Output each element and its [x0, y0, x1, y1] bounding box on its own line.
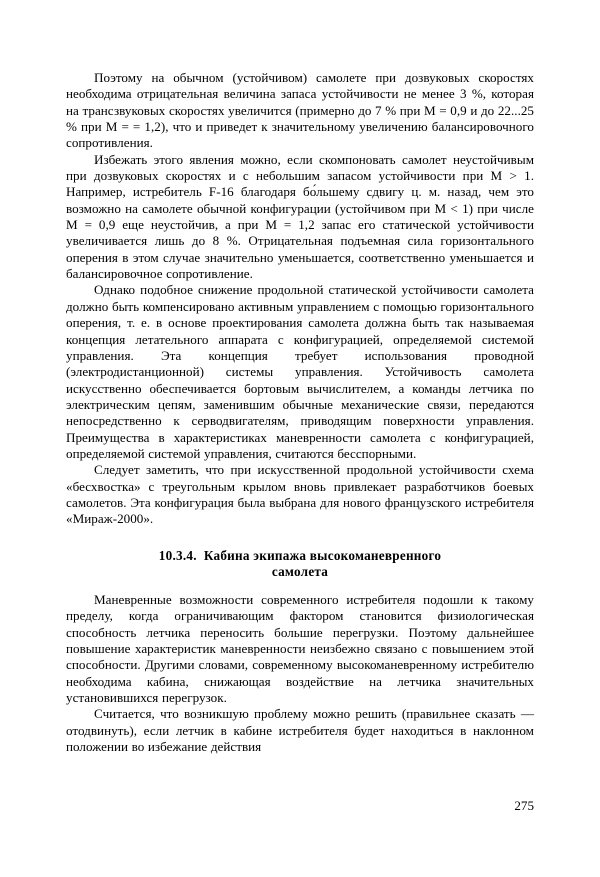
- paragraph-4: Следует заметить, что при искусственной продольной устойчивости схема «бесхвостка» с треугольным крылом вновь привлекает разработчиков боевых самолетов. Эта конфигурация была выбрана для нового французского истребителя «Мираж-2000».: [66, 462, 534, 527]
- page-number: 275: [514, 798, 534, 813]
- section-heading: [66, 528, 534, 592]
- paragraph-1: Поэтому на обычном (устойчивом) самолете при дозвуковых скоростях необходима отрицательная величина запаса устойчивости не менее 3 %, которая на трансзвуковых скоростях увеличится (примерно до 7 % при M = 0,9 и до 22...25 % при M = = 1,2), что и приведет к значительному увеличению балансировочного сопротивления.: [66, 70, 534, 151]
- paragraph-6: Считается, что возникшую проблему можно решить (правильнее сказать — отодвинуть), если летчик в кабине истребителя будет находиться в наклонном положении во избежание действия: [66, 706, 534, 754]
- paragraph-5: Маневренные возможности современного истребителя подошли к такому пределу, когда ограничивающим фактором становится физиологическая способность летчика переносить большие перегрузки. Поэтому дальнейшее повышение характеристик маневренности неизбежно связано с повышением этой способности. Другими словами, современному высокоманевренному истребителю необходима кабина, снижающая воздействие на летчика значительных установившихся перегрузок.: [66, 591, 534, 705]
- section-heading-line-2: самолета: [271, 564, 329, 580]
- page-text-block: [66, 70, 534, 755]
- paragraph-2: Избежать этого явления можно, если скомпоновать самолет неустойчивым при дозвуковых скоростях и с небольшим запасом устойчивости при M > 1. Например, истребитель F-16 благодаря бо́льшему сдвигу ц. м. назад, чем это возможно на самолете обычной конфигурации (устойчивом при M < 1) при числе M = 0,9 еще неустойчив, а при M = 1,2 запас его статической устойчивости увеличивается лишь до 8 %. Отрицательная подъемная сила горизонтального оперения в этом случае значительно уменьшается, соответственно уменьшается и балансировочное сопротивление.: [66, 151, 534, 282]
- section-heading-number: 10.3.4.: [158, 547, 197, 563]
- section-heading-line-1: Кабина экипажа высокоманевренного: [203, 547, 442, 563]
- paragraph-3: Однако подобное снижение продольной статической устойчивости самолета должно быть компенсировано активным управлением с помощью горизонтального оперения, т. е. в основе проектирования самолета должна быть так называемая концепция летательного аппарата с конфигурацией, определяемой системой управления. Эта концепция требует использования проводной (электродистанционной) системы управления. Устойчивость самолета искусственно обеспечивается бортовым вычислителем, а команды летчика по электрическим цепям, заменившим обычные механические связи, передаются непосредственно к серводвигателям, приводящим поверхности управления. Преимущества в характеристиках маневренности самолета с конфигурацией, определяемой системой управления, считаются бесспорными.: [66, 282, 534, 461]
